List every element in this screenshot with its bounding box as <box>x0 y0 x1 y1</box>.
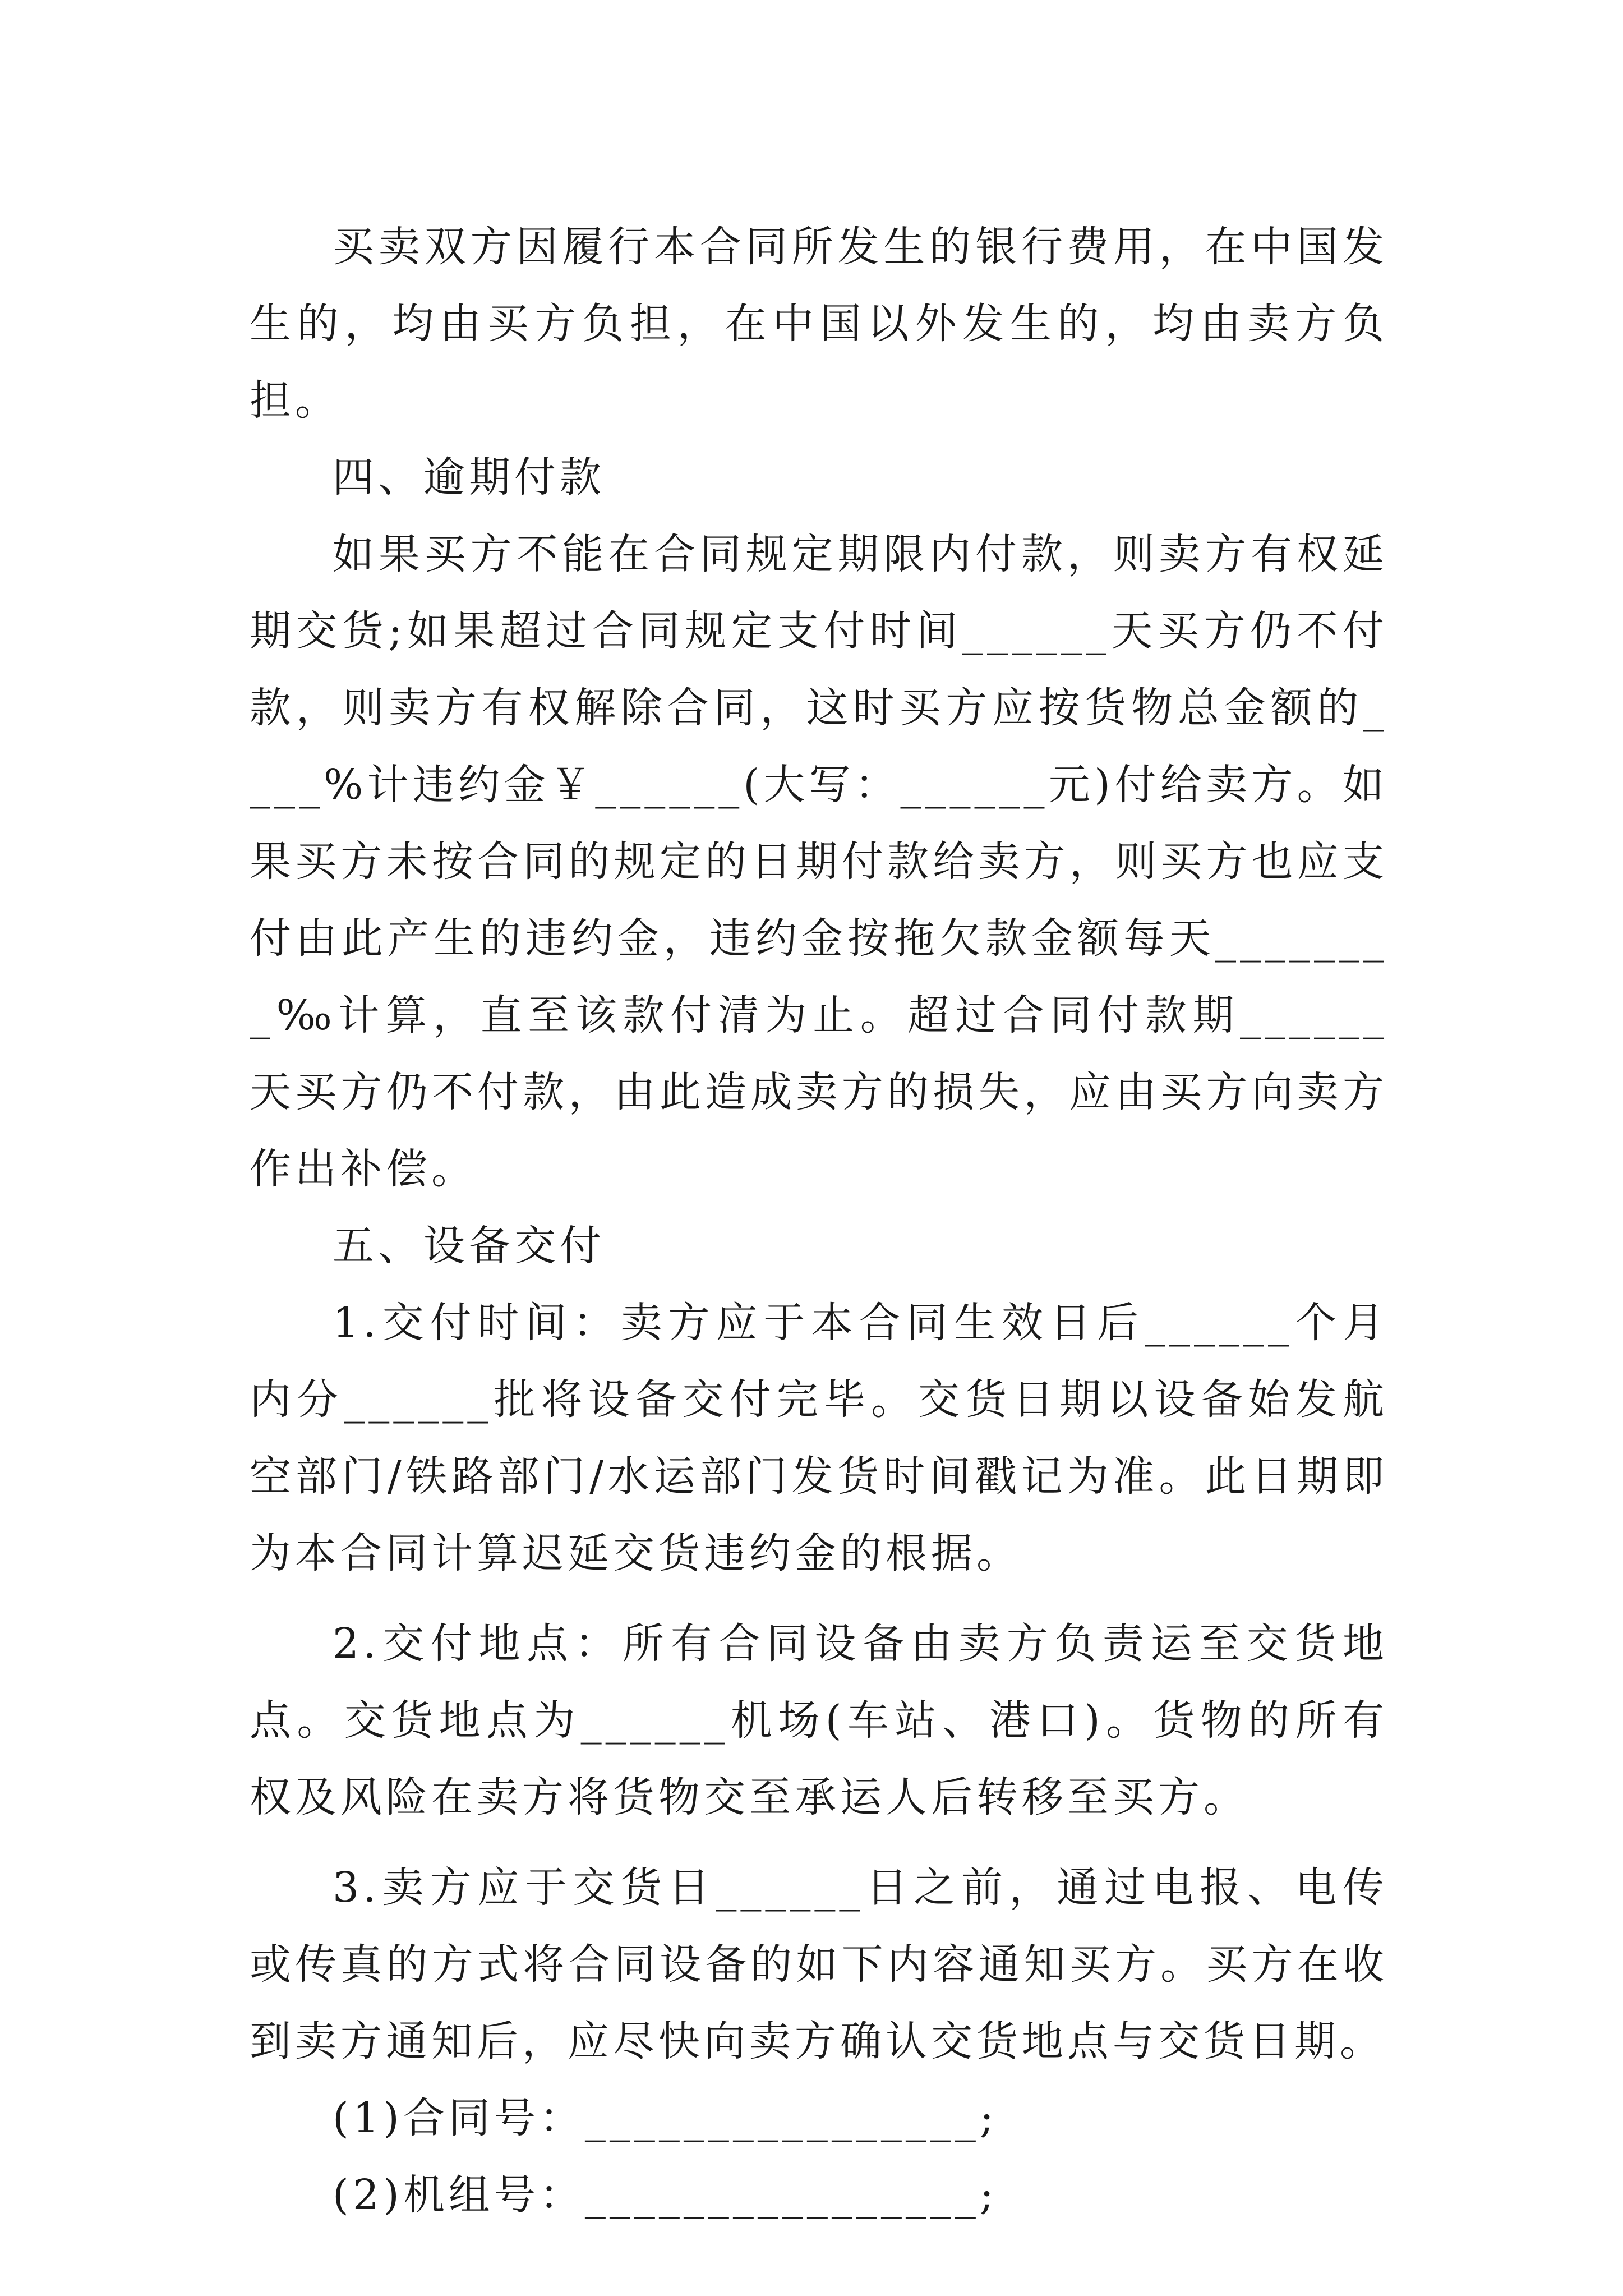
section-heading-equipment-delivery: 五、设备交付 <box>333 1222 605 1270</box>
section-heading-overdue-payment: 四、逾期付款 <box>333 453 605 501</box>
list-item-contract-number: (1)合同号：________________; <box>333 2094 998 2142</box>
document-body <box>250 209 1388 2234</box>
paragraph-delivery-time: 1.交付时间：卖方应于本合同生效日后______个月内分______批将设备交付完毕。交货日期以设备始发航空部门/铁路部门/水运部门发货时间戳记为准。此日期即为本合同计算迟延交货违约金的根据。 <box>250 1299 1388 1577</box>
paragraph-bank-fees: 买卖双方因履行本合同所发生的银行费用，在中国发生的，均由买方负担，在中国以外发生的，均由卖方负担。 <box>250 223 1388 425</box>
paragraph-delivery-place: 2.交付地点：所有合同设备由卖方负责运至交货地点。交货地点为______机场(车站、港口)。货物的所有权及风险在卖方将货物交至承运人后转移至买方。 <box>250 1619 1388 1821</box>
list-item-unit-number: (2)机组号：________________; <box>333 2171 998 2219</box>
paragraph-delivery-notice: 3.卖方应于交货日______日之前，通过电报、电传或传真的方式将合同设备的如下内容通知买方。买方在收到卖方通知后，应尽快向卖方确认交货地点与交货日期。 <box>250 1864 1388 2065</box>
paragraph-overdue-payment: 如果买方不能在合同规定期限内付款，则卖方有权延期交货;如果超过合同规定支付时间______天买方仍不付款，则卖方有权解除合同，这时买方应按货物总金额的____%计违约金￥______(大写：______元)付给卖方。如果买方未按合同的规定的日期付款给卖方，则买方也应支付由此产生的违约金，违约金按拖欠款金额每天________‰计算，直至该款付清为止。超过合同付款期______天买方仍不付款，由此造成卖方的损失，应由买方向卖方作出补偿。 <box>250 530 1388 1193</box>
